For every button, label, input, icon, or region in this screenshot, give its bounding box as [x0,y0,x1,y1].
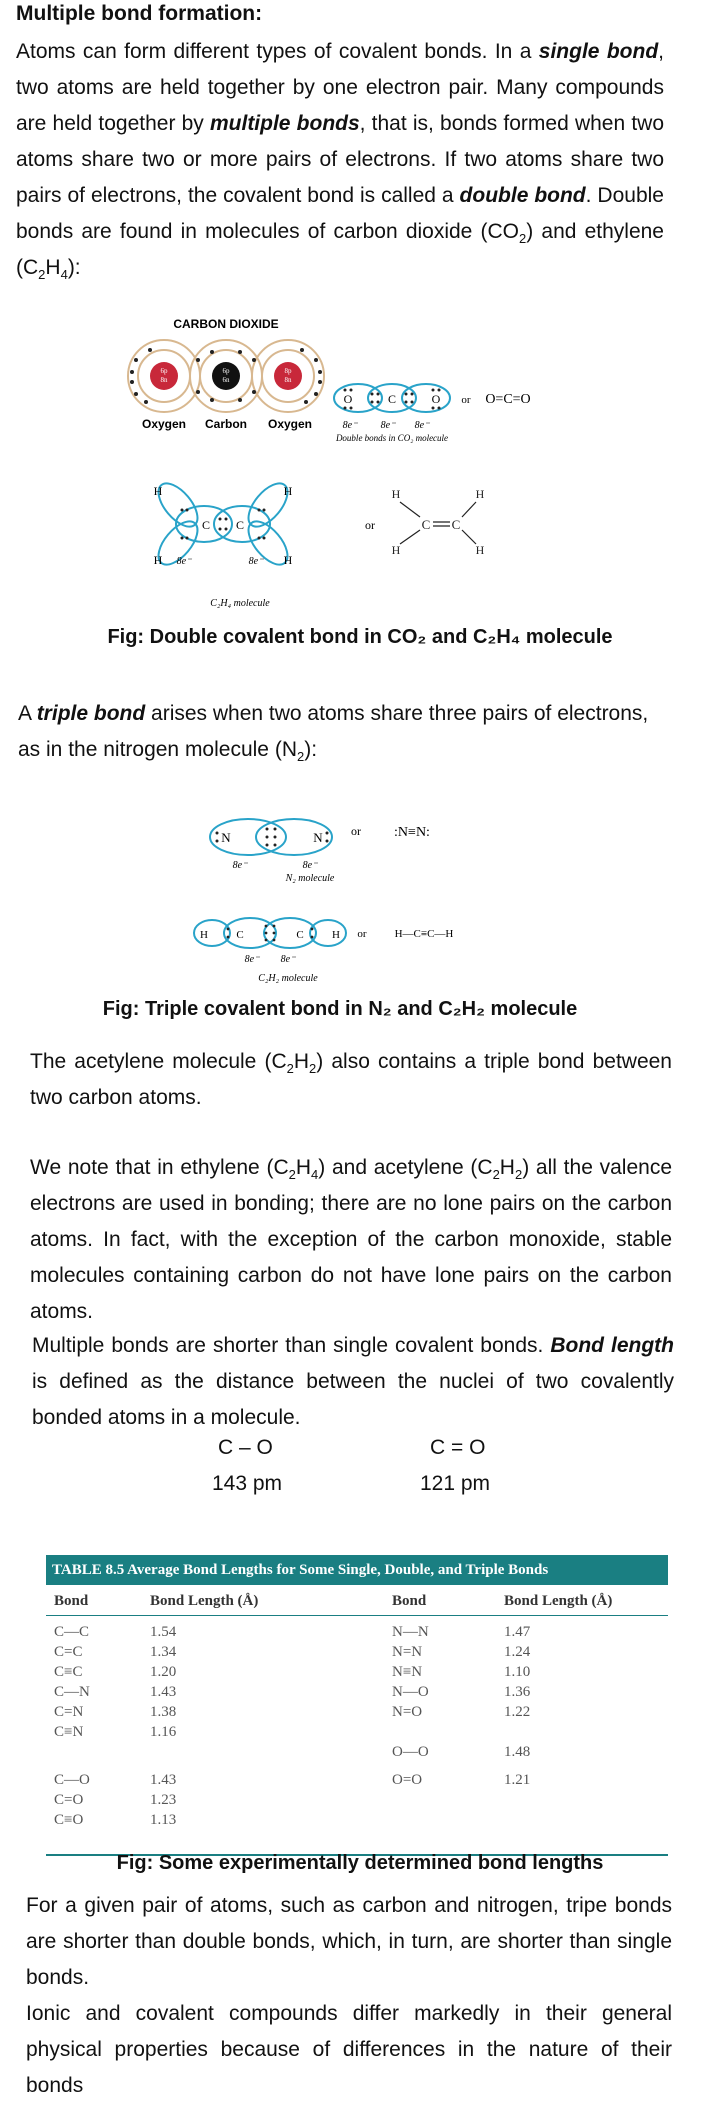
svg-text:C: C [296,929,304,941]
table-cell-length: 1.13 [150,1812,177,1828]
table-cell-bond: C≡O [54,1812,84,1828]
table-header-row [46,1585,668,1616]
svg-text:or: or [365,518,375,532]
figure-caption-double: Fig: Double covalent bond in CO₂ and C₂H₄ molecule [107,626,613,648]
svg-text:C: C [235,518,245,532]
svg-text:8n: 8n [160,376,168,384]
table-cell-bond: C—O [54,1772,90,1788]
svg-text:6p: 6p [222,367,230,375]
table-cell-bond: O=O [392,1772,423,1788]
table-cell-bond: C=C [54,1644,83,1660]
svg-text:H: H [200,929,208,941]
svg-text:8e⁻: 8e⁻ [244,954,260,965]
svg-text:C: C [451,517,461,532]
svg-text:H: H [283,484,293,498]
header-length-2: Bond Length (Å) [504,1593,613,1609]
header-length-1: Bond Length (Å) [150,1593,259,1609]
svg-text:8p: 8p [284,367,292,375]
table-cell-bond: C—N [54,1684,90,1700]
svg-text:8e⁻: 8e⁻ [232,860,248,871]
header-bond-2: Bond [392,1593,427,1609]
svg-text:C: C [236,929,244,941]
svg-text:O: O [431,392,441,406]
table-cell-bond: N=O [392,1704,423,1720]
table-cell-bond: N—N [392,1624,429,1640]
paragraph-triple-shorter: For a given pair of atoms, such as carbon and nitrogen, tripe bonds are shorter than double bonds, which, in turn, are shorter than single bonds. [26,1894,672,1989]
table-cell-bond: N=N [392,1644,423,1660]
svg-text:Oxygen: Oxygen [267,417,313,431]
co2-lewis-diagram [334,384,531,443]
svg-text:O: O [343,392,353,406]
table-cell-length: 1.20 [150,1664,177,1680]
svg-text:6p: 6p [160,367,168,375]
svg-text:N: N [313,830,323,845]
table-cell-length: 1.48 [504,1744,531,1760]
table-cell-bond: N—O [392,1684,429,1700]
svg-text:8n: 8n [284,376,292,384]
svg-text:H: H [153,553,163,567]
svg-text:H: H [283,553,293,567]
c2h4-lewis-diagram [151,477,375,609]
table-cell-bond: C=N [54,1704,84,1720]
table-cell-length: 1.21 [504,1772,531,1788]
svg-text:Double bonds in CO₂ molecule: Double bonds in CO₂ molecule [335,433,449,443]
table-cell-bond: C≡C [54,1664,83,1680]
svg-text:H—C≡C—H: H—C≡C—H [394,928,454,940]
svg-text:H: H [332,929,340,941]
table-body [46,1616,668,1856]
paragraph-intro: Atoms can form different types of covalent bonds. In a single bond, two atoms are held together by one electron pair. Many compounds are held together by multiple bonds, that is, bonds formed when two atoms share two or more pairs of electrons. If two atoms share two pairs of electrons, the covalent bond is called a double bond. Double bonds are found in molecules of carbon dioxide $(CO_2)$ and ethylene $(C_2H_4)$: [16,40,665,283]
table-cell-bond: N≡N [392,1664,423,1680]
svg-text:N₂ molecule: N₂ molecule [285,873,335,884]
co2-title: CARBON DIOXIDE [173,317,279,331]
bond-length-table [46,1555,668,1856]
svg-text:8e⁻: 8e⁻ [248,556,264,567]
svg-text:8e⁻: 8e⁻ [302,860,318,871]
svg-text:O=C=O: O=C=O [485,392,531,407]
paragraph-valence-electrons: We note that in ethylene $(C_2H_4)$ and acetylene $(C_2H_2)$ all the valence electrons are used in bonding; there are no lone pairs on the carbon atoms. In fact, with the exception of the carbon monoxide, stable molecules containing carbon do not have lone pairs on the carbon atoms. [30,1156,672,1323]
table-cell-bond: O—O [392,1744,429,1760]
table-cell-length: 1.23 [150,1792,177,1808]
svg-text:C: C [387,392,397,406]
svg-text:C₂H₄ molecule: C₂H₄ molecule [210,598,270,609]
example-bond-double: C = O [430,1436,486,1459]
paragraph-ionic-covalent: Ionic and covalent compounds differ markedly in their general physical properties because of differences in the nature of their bonds [26,2002,672,2097]
table-cell-bond: C—C [54,1624,90,1640]
table-title: TABLE 8.5 Average Bond Lengths for Some Single, Double, and Triple Bonds [46,1555,668,1585]
svg-text:H: H [391,543,401,557]
table-cell-bond: C≡N [54,1724,84,1740]
svg-text:C: C [201,518,211,532]
table-cell-length: 1.43 [150,1772,177,1788]
svg-text:H: H [475,543,485,557]
svg-text:8e⁻: 8e⁻ [176,556,192,567]
example-length-double: 121 pm [420,1472,491,1495]
svg-text:8e⁻: 8e⁻ [280,954,296,965]
svg-text:C₂H₂ molecule: C₂H₂ molecule [258,973,318,984]
table-cell-length: 1.22 [504,1704,531,1720]
table-cell-length: 1.16 [150,1724,177,1740]
svg-text:H: H [475,487,485,501]
c2h4-structural-formula [392,487,485,557]
oxygen-atom-right [252,340,324,412]
table-cell-length: 1.36 [504,1684,531,1700]
table-cell-length: 1.47 [504,1624,531,1640]
svg-text:H: H [391,487,401,501]
table-cell-length: 1.38 [150,1704,177,1720]
example-bond-single: C – O [218,1436,273,1459]
svg-text:8e⁻: 8e⁻ [414,420,430,431]
svg-text:C: C [421,517,431,532]
svg-text:Carbon: Carbon [205,417,247,431]
table-cell-length: 1.54 [150,1624,177,1640]
paragraph-acetylene: The acetylene molecule $(C_2H_2)$ also contains a triple bond between two carbon atoms. [30,1050,672,1109]
svg-text:H: H [153,484,163,498]
table-cell-length: 1.34 [150,1644,177,1660]
figure-triple-bonds [190,805,520,995]
svg-text:or: or [461,394,471,406]
figure-caption-triple: Fig: Triple covalent bond in N₂ and C₂H₂ molecule [102,998,578,1020]
table-cell-bond: C=O [54,1792,84,1808]
svg-text:or: or [351,824,361,838]
figure-caption-table: Fig: Some experimentally determined bond lengths [116,1852,604,1874]
n2-lewis-diagram [210,819,430,884]
section-heading: Multiple bond formation: [16,2,263,25]
c2h2-lewis-diagram [194,918,453,984]
svg-text:or: or [357,928,367,940]
table-cell-length: 1.24 [504,1644,531,1660]
paragraph-triple-bond: A triple bond arises when two atoms share three pairs of electrons, as in the nitrogen molecule $(N_2)$: [18,702,649,765]
paragraph-bond-length: Multiple bonds are shorter than single covalent bonds. Bond length is defined as the distance between the nuclei of two covalently bonded atoms in a molecule. [32,1334,674,1429]
svg-text::N≡N:: :N≡N: [394,825,430,840]
example-length-single: 143 pm [212,1472,283,1495]
table-cell-length: 1.43 [150,1684,177,1700]
header-bond-1: Bond [54,1593,89,1609]
co2-bohr-model [128,340,324,431]
svg-text:8e⁻: 8e⁻ [342,420,358,431]
svg-text:Oxygen: Oxygen [141,417,187,431]
svg-text:6n: 6n [222,376,230,384]
svg-text:8e⁻: 8e⁻ [380,420,396,431]
table-cell-length: 1.10 [504,1664,531,1680]
figure-double-bonds [120,310,580,620]
svg-text:N: N [221,830,231,845]
